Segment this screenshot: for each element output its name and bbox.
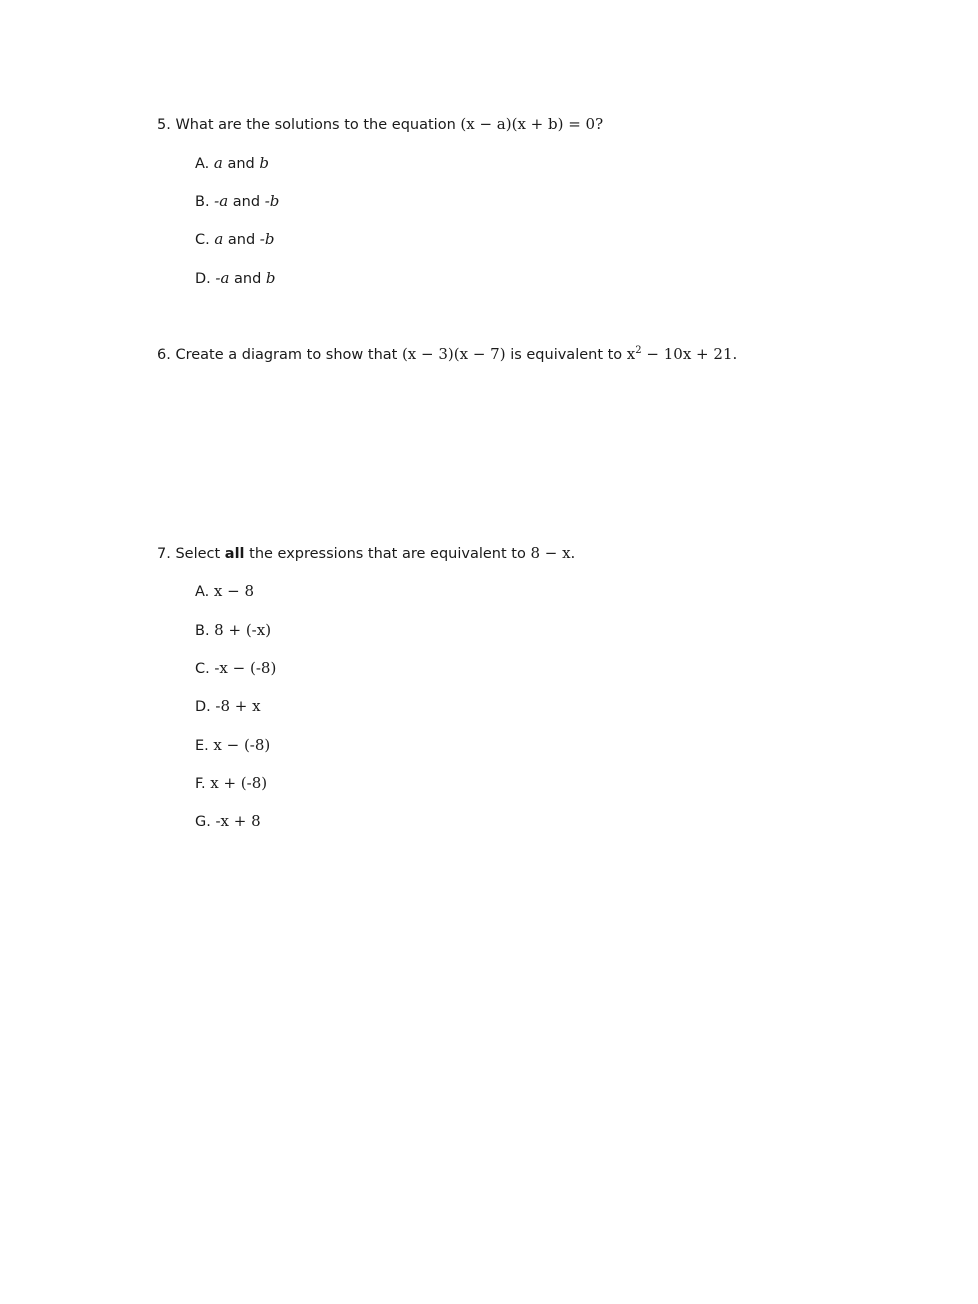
q5-option-d[interactable]: D. -a and b	[195, 269, 276, 287]
q7-option-d[interactable]: D. -8 + x	[195, 697, 261, 715]
target-expression: 8 − x.	[530, 544, 576, 562]
question-number: 5.	[157, 117, 171, 133]
question-emphasis: all	[224, 546, 245, 562]
q7-option-b[interactable]: B. 8 + (-x)	[195, 621, 272, 639]
q7-option-a[interactable]: A. x − 8	[195, 582, 254, 600]
q7-option-e[interactable]: E. x − (-8)	[195, 736, 271, 754]
question-text: is equivalent to	[510, 347, 623, 363]
question-number: 6.	[157, 347, 171, 363]
expression-factored: (x − 3)(x − 7)	[401, 345, 506, 363]
question-6	[157, 345, 737, 364]
equation: (x − a)(x + b) = 0?	[460, 115, 604, 133]
q5-option-c[interactable]: C. a and -b	[195, 230, 275, 248]
expression-expanded: $x^2 - 10x + 21$.	[626, 345, 738, 363]
q5-option-a[interactable]: A. a and b	[195, 154, 269, 172]
q7-option-f[interactable]: F. x + (-8)	[195, 774, 268, 792]
q5-option-b[interactable]: B. -a and -b	[195, 192, 280, 210]
q7-option-g[interactable]: G. -x + 8	[195, 812, 261, 830]
question-text: Select	[175, 546, 221, 562]
question-number: 7.	[157, 546, 171, 562]
question-text: Create a diagram to show that	[175, 347, 398, 363]
question-text: the expressions that are equivalent to	[249, 546, 526, 562]
question-5	[157, 115, 603, 134]
q7-option-c[interactable]: C. -x − (-8)	[195, 659, 277, 677]
question-7	[157, 544, 575, 563]
question-text: What are the solutions to the equation	[175, 117, 456, 133]
